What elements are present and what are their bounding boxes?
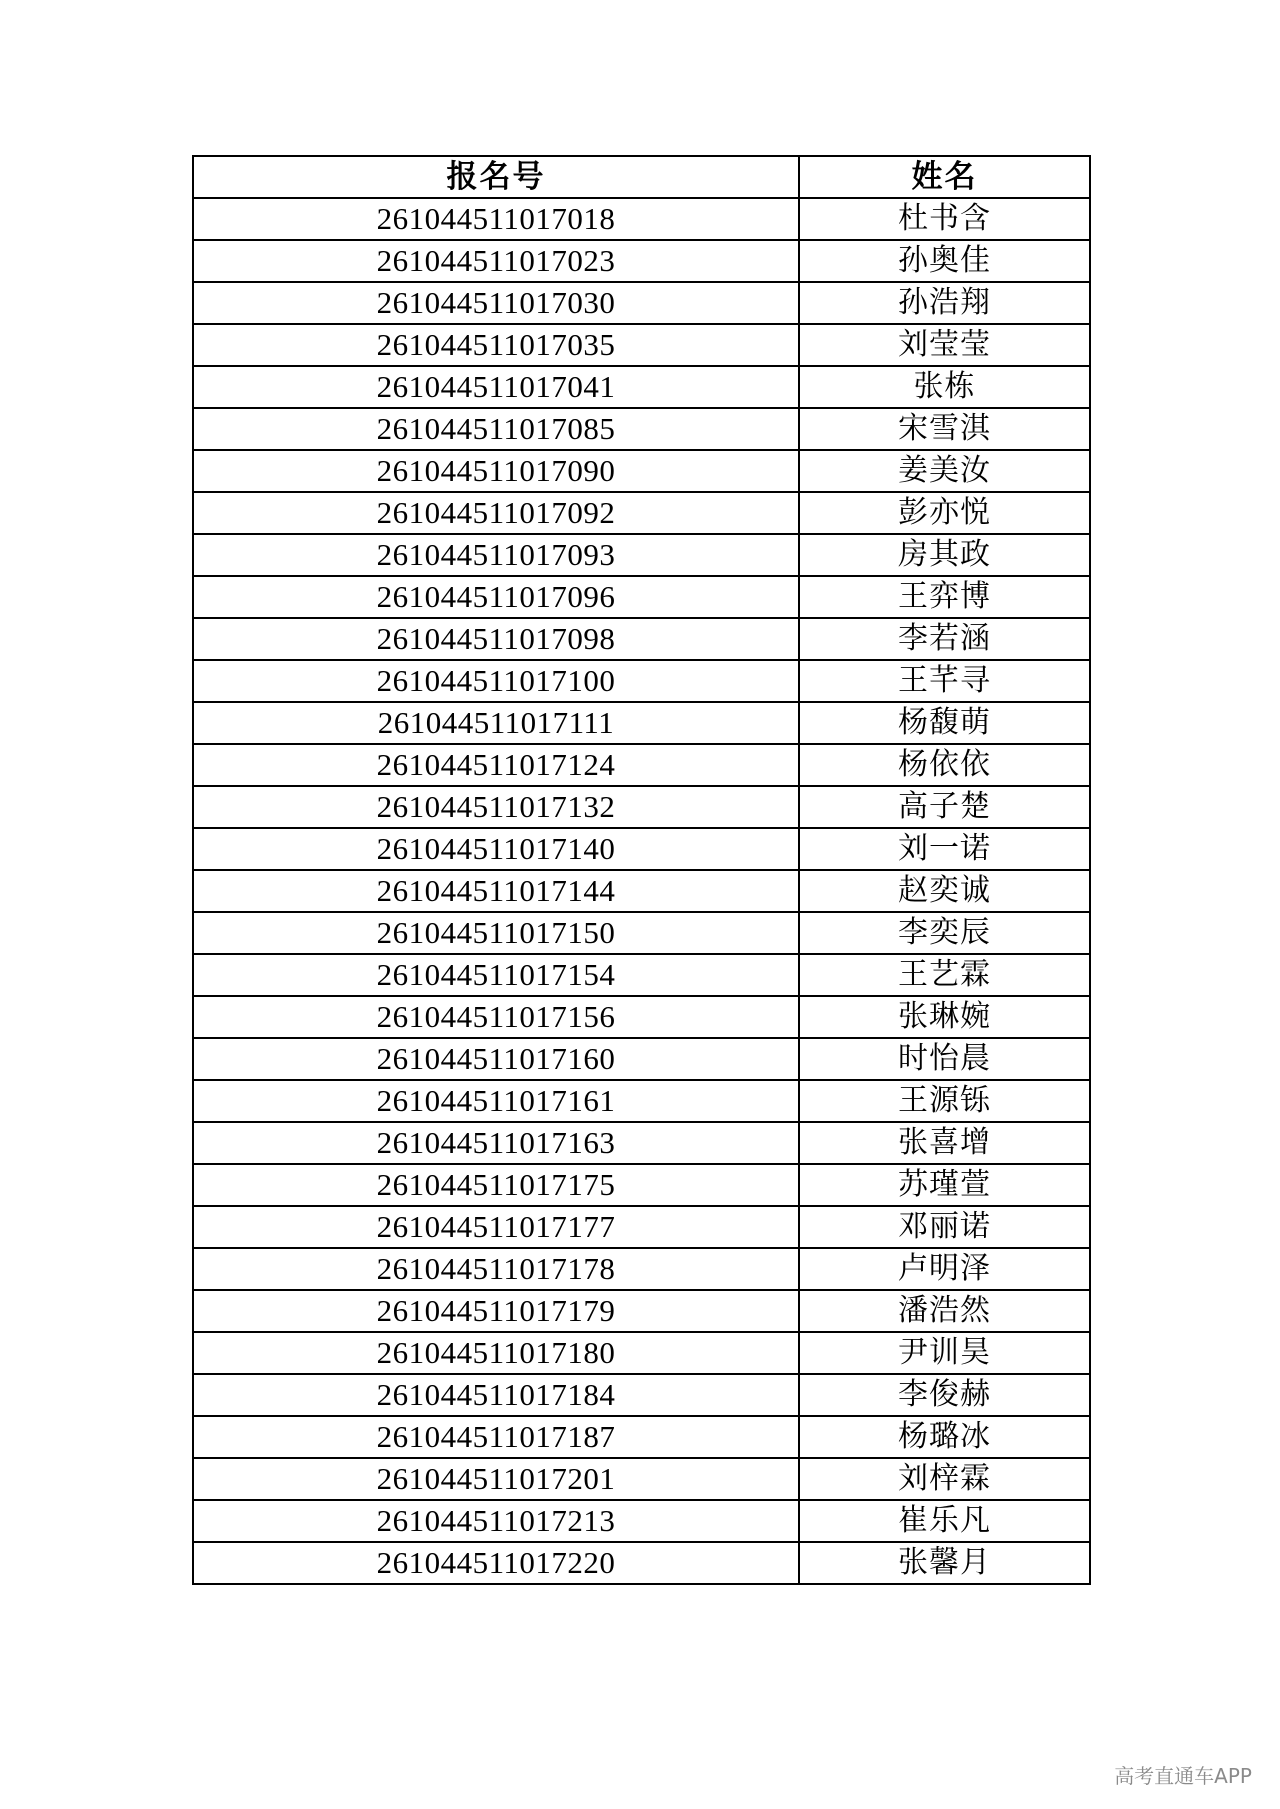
registration-number-cell: 261044511017093 — [193, 534, 799, 576]
table-row — [193, 912, 1090, 954]
student-list-table — [192, 155, 1091, 1585]
student-name-cell: 王芊寻 — [799, 660, 1090, 702]
registration-number-cell: 261044511017132 — [193, 786, 799, 828]
student-list-table-container — [192, 155, 1089, 1585]
table-row — [193, 828, 1090, 870]
student-name-cell: 刘梓霖 — [799, 1458, 1090, 1500]
student-name-cell: 刘莹莹 — [799, 324, 1090, 366]
table-row — [193, 618, 1090, 660]
student-name-cell: 时怡晨 — [799, 1038, 1090, 1080]
registration-number-cell: 261044511017220 — [193, 1542, 799, 1584]
student-name-cell: 杨璐冰 — [799, 1416, 1090, 1458]
registration-number-cell: 261044511017160 — [193, 1038, 799, 1080]
watermark-text: 高考直通车APP — [1114, 1764, 1252, 1788]
table-row — [193, 240, 1090, 282]
registration-number-cell: 261044511017178 — [193, 1248, 799, 1290]
registration-number-cell: 261044511017213 — [193, 1500, 799, 1542]
student-name-cell: 张馨月 — [799, 1542, 1090, 1584]
table-row — [193, 702, 1090, 744]
table-row — [193, 492, 1090, 534]
table-row — [193, 534, 1090, 576]
table-row — [193, 324, 1090, 366]
registration-number-cell: 261044511017035 — [193, 324, 799, 366]
registration-number-cell: 261044511017030 — [193, 282, 799, 324]
registration-number-cell: 261044511017156 — [193, 996, 799, 1038]
student-name-cell: 李俊赫 — [799, 1374, 1090, 1416]
table-row — [193, 996, 1090, 1038]
registration-number-cell: 261044511017161 — [193, 1080, 799, 1122]
table-row — [193, 282, 1090, 324]
student-name-cell: 孙浩翔 — [799, 282, 1090, 324]
table-row — [193, 1542, 1090, 1584]
registration-number-cell: 261044511017100 — [193, 660, 799, 702]
student-name-cell: 王艺霖 — [799, 954, 1090, 996]
table-row — [193, 1080, 1090, 1122]
student-name-cell: 崔乐凡 — [799, 1500, 1090, 1542]
student-name-cell: 张琳婉 — [799, 996, 1090, 1038]
registration-number-cell: 261044511017144 — [193, 870, 799, 912]
student-name-cell: 杨依依 — [799, 744, 1090, 786]
registration-number-cell: 261044511017140 — [193, 828, 799, 870]
registration-number-cell: 261044511017018 — [193, 198, 799, 240]
student-name-cell: 姜美汝 — [799, 450, 1090, 492]
registration-number-cell: 261044511017111 — [193, 702, 799, 744]
student-name-cell: 房其政 — [799, 534, 1090, 576]
table-row — [193, 1206, 1090, 1248]
table-row — [193, 1374, 1090, 1416]
student-name-cell: 尹训昊 — [799, 1332, 1090, 1374]
table-row — [193, 1038, 1090, 1080]
student-name-cell: 卢明泽 — [799, 1248, 1090, 1290]
table-row — [193, 366, 1090, 408]
student-name-cell: 王源铄 — [799, 1080, 1090, 1122]
registration-number-cell: 261044511017175 — [193, 1164, 799, 1206]
student-name-cell: 孙奥佳 — [799, 240, 1090, 282]
registration-number-cell: 261044511017041 — [193, 366, 799, 408]
student-name-cell: 高子楚 — [799, 786, 1090, 828]
table-header-row — [193, 156, 1090, 198]
student-name-cell: 宋雪淇 — [799, 408, 1090, 450]
registration-number-cell: 261044511017180 — [193, 1332, 799, 1374]
table-row — [193, 1122, 1090, 1164]
registration-number-cell: 261044511017023 — [193, 240, 799, 282]
table-row — [193, 660, 1090, 702]
registration-number-cell: 261044511017163 — [193, 1122, 799, 1164]
table-row — [193, 870, 1090, 912]
registration-number-cell: 261044511017177 — [193, 1206, 799, 1248]
registration-number-cell: 261044511017150 — [193, 912, 799, 954]
student-name-cell: 张喜增 — [799, 1122, 1090, 1164]
registration-number-cell: 261044511017096 — [193, 576, 799, 618]
table-row — [193, 744, 1090, 786]
table-row — [193, 1248, 1090, 1290]
table-row — [193, 954, 1090, 996]
table-row — [193, 1458, 1090, 1500]
registration-number-cell: 261044511017154 — [193, 954, 799, 996]
header-name: 姓名 — [799, 156, 1090, 198]
student-name-cell: 苏瑾萱 — [799, 1164, 1090, 1206]
table-row — [193, 450, 1090, 492]
registration-number-cell: 261044511017124 — [193, 744, 799, 786]
student-name-cell: 李若涵 — [799, 618, 1090, 660]
table-row — [193, 408, 1090, 450]
registration-number-cell: 261044511017184 — [193, 1374, 799, 1416]
table-row — [193, 786, 1090, 828]
header-registration-number: 报名号 — [193, 156, 799, 198]
table-row — [193, 198, 1090, 240]
table-row — [193, 1164, 1090, 1206]
student-name-cell: 李奕辰 — [799, 912, 1090, 954]
registration-number-cell: 261044511017187 — [193, 1416, 799, 1458]
table-row — [193, 1332, 1090, 1374]
registration-number-cell: 261044511017098 — [193, 618, 799, 660]
registration-number-cell: 261044511017090 — [193, 450, 799, 492]
student-name-cell: 杜书含 — [799, 198, 1090, 240]
student-name-cell: 王弈博 — [799, 576, 1090, 618]
student-name-cell: 赵奕诚 — [799, 870, 1090, 912]
registration-number-cell: 261044511017092 — [193, 492, 799, 534]
student-name-cell: 潘浩然 — [799, 1290, 1090, 1332]
table-row — [193, 1290, 1090, 1332]
student-name-cell: 刘一诺 — [799, 828, 1090, 870]
registration-number-cell: 261044511017085 — [193, 408, 799, 450]
student-name-cell: 杨馥萌 — [799, 702, 1090, 744]
registration-number-cell: 261044511017201 — [193, 1458, 799, 1500]
table-body — [193, 198, 1090, 1584]
student-name-cell: 彭亦悦 — [799, 492, 1090, 534]
table-row — [193, 1500, 1090, 1542]
student-name-cell: 张栋 — [799, 366, 1090, 408]
table-row — [193, 576, 1090, 618]
table-row — [193, 1416, 1090, 1458]
registration-number-cell: 261044511017179 — [193, 1290, 799, 1332]
student-name-cell: 邓丽诺 — [799, 1206, 1090, 1248]
